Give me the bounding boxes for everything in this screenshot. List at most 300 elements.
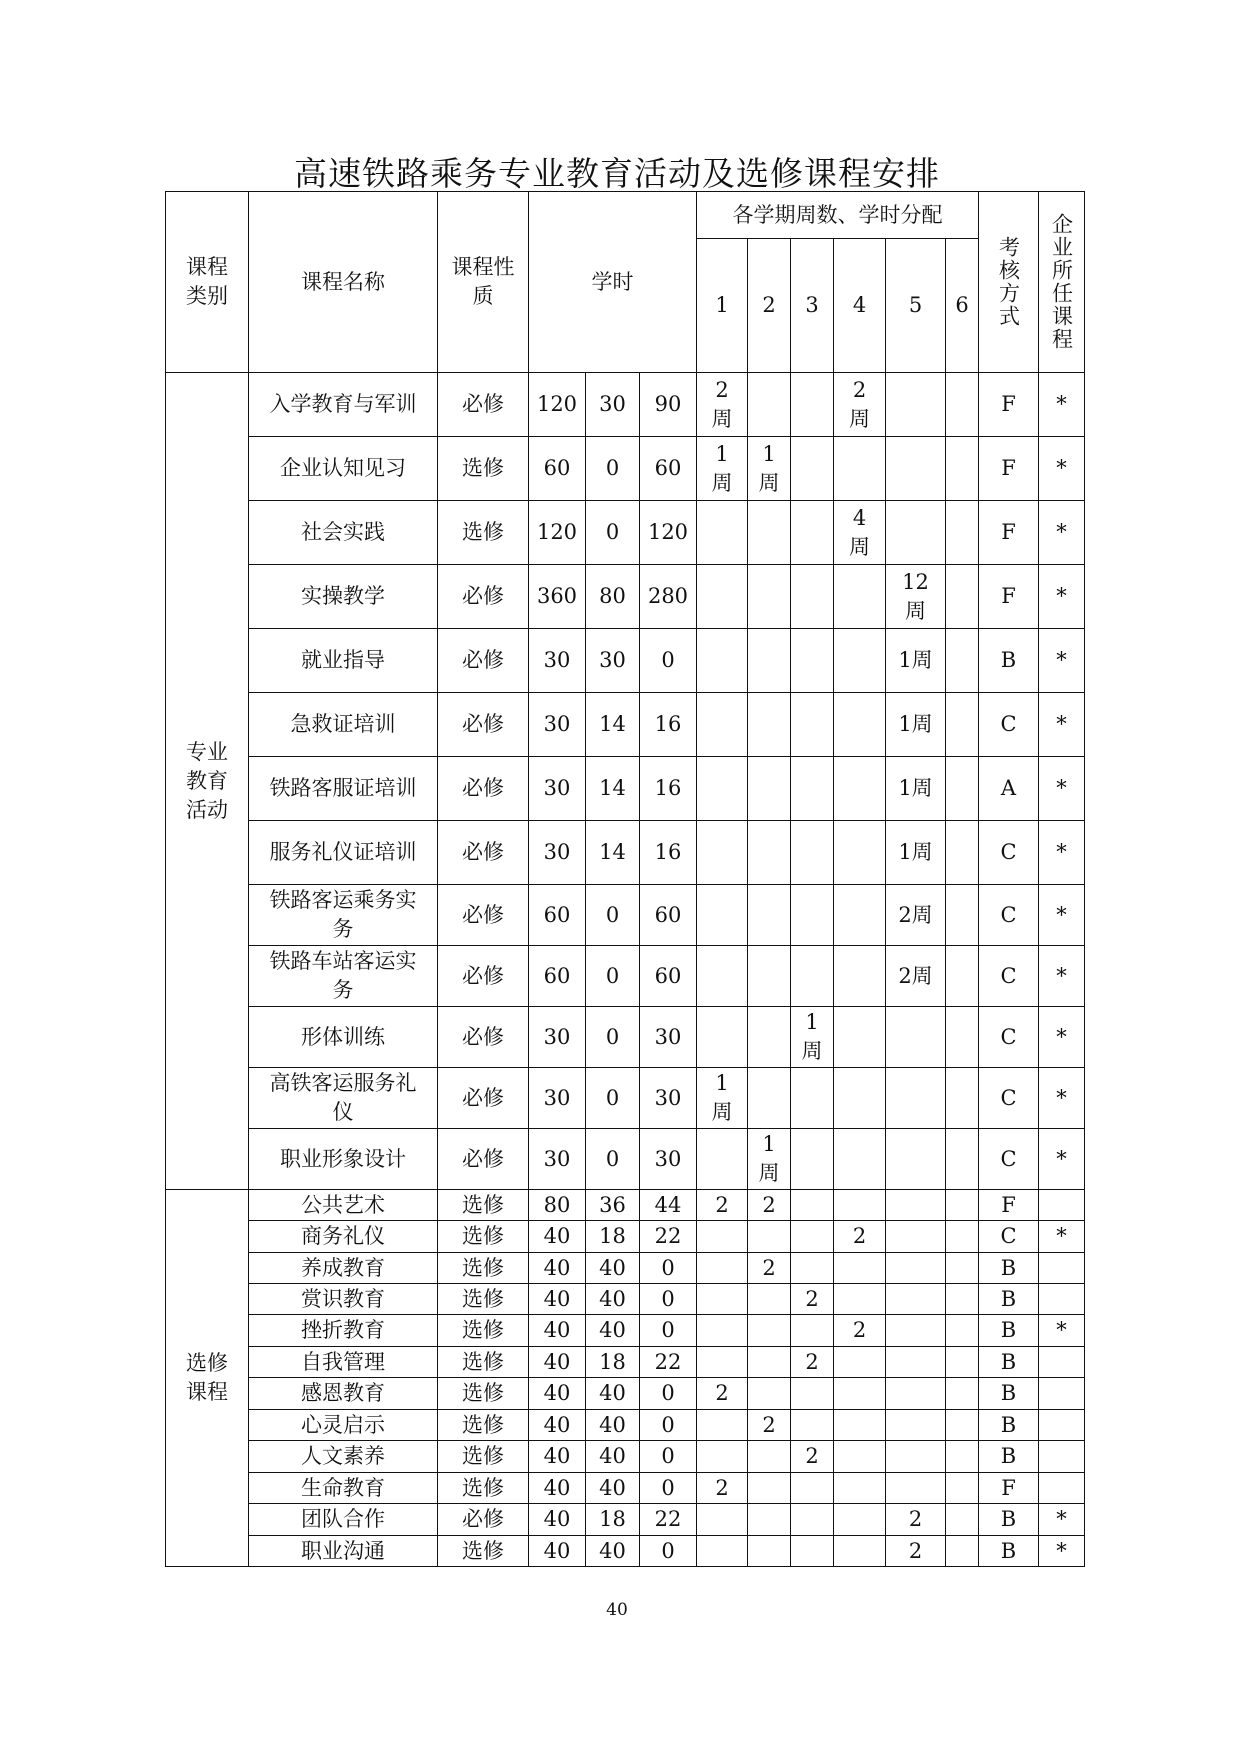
term-cell [791,693,834,757]
course-nature-cell: 必修 [438,757,529,821]
exam-method-cell: F [979,501,1039,565]
hours-cell: 40 [529,1284,586,1315]
header-row-1 [166,192,1085,239]
table-row [166,1221,1085,1253]
course-name-cell: 实操教学 [249,565,438,629]
hours-cell: 60 [529,885,586,946]
course-name-cell: 入学教育与军训 [249,373,438,437]
enterprise-mark-cell: * [1039,501,1085,565]
hours-cell: 60 [640,437,697,501]
table-row [166,946,1085,1007]
course-nature-cell: 必修 [438,885,529,946]
term-cell [697,757,748,821]
enterprise-mark-cell: * [1039,1221,1085,1253]
table-row [166,565,1085,629]
term-cell [834,1504,886,1536]
term-cell [697,946,748,1007]
hours-cell: 40 [529,1347,586,1378]
term-cell [748,757,791,821]
term-cell [946,1315,979,1347]
course-name-cell: 职业形象设计 [249,1129,438,1190]
term-cell [886,1378,946,1410]
term-cell [886,437,946,501]
course-name-cell: 生命教育 [249,1473,438,1504]
course-nature-cell: 必修 [438,1504,529,1536]
term-cell [886,1441,946,1473]
hours-cell: 18 [586,1347,640,1378]
term-cell: 1周 [886,821,946,885]
course-nature-cell: 必修 [438,629,529,693]
hours-cell: 40 [529,1410,586,1441]
term-cell [886,1129,946,1190]
term-cell [791,1315,834,1347]
course-name-cell: 铁路客运乘务实 务 [249,885,438,946]
enterprise-mark-cell [1039,1347,1085,1378]
table-row [166,1378,1085,1410]
enterprise-mark-cell: * [1039,1315,1085,1347]
term-cell: 12 周 [886,565,946,629]
enterprise-mark-cell: * [1039,1068,1085,1129]
term-cell [791,946,834,1007]
term-cell: 2 [697,1378,748,1410]
enterprise-mark-cell: * [1039,821,1085,885]
term-cell [946,1221,979,1253]
hours-cell: 80 [586,565,640,629]
table-row [166,885,1085,946]
term-cell: 2 [886,1536,946,1567]
enterprise-mark-cell: * [1039,1504,1085,1536]
term-cell [748,565,791,629]
hours-cell: 40 [529,1536,586,1567]
enterprise-mark-cell: * [1039,757,1085,821]
hours-cell: 40 [586,1473,640,1504]
term-cell [834,885,886,946]
enterprise-mark-cell: * [1039,565,1085,629]
exam-method-cell: B [979,1253,1039,1284]
term-cell [834,1410,886,1441]
course-name-cell: 铁路车站客运实 务 [249,946,438,1007]
term-cell [834,437,886,501]
hours-cell: 40 [586,1441,640,1473]
term-cell [946,1284,979,1315]
term-cell [886,1190,946,1221]
exam-method-cell: B [979,1536,1039,1567]
hours-cell: 22 [640,1221,697,1253]
exam-method-cell: B [979,1284,1039,1315]
term-cell [791,1536,834,1567]
term-cell [946,693,979,757]
exam-method-cell: A [979,757,1039,821]
hours-cell: 0 [586,885,640,946]
term-cell [946,1129,979,1190]
course-name-cell: 人文素养 [249,1441,438,1473]
term-cell: 4 周 [834,501,886,565]
course-name-cell: 铁路客服证培训 [249,757,438,821]
course-name-cell: 急救证培训 [249,693,438,757]
exam-method-cell: F [979,373,1039,437]
hours-cell: 40 [529,1473,586,1504]
term-cell [748,1441,791,1473]
course-nature-cell: 选修 [438,1315,529,1347]
term-cell [748,501,791,565]
enterprise-mark-cell: * [1039,437,1085,501]
header-term: 3 [791,239,834,373]
hours-cell: 0 [640,1284,697,1315]
term-cell [748,946,791,1007]
hours-cell: 40 [586,1315,640,1347]
hours-cell: 0 [586,501,640,565]
header-course-name: 课程名称 [249,192,438,373]
enterprise-mark-cell [1039,1284,1085,1315]
hours-cell: 40 [529,1504,586,1536]
term-cell [791,565,834,629]
term-cell [697,1536,748,1567]
term-cell [697,821,748,885]
exam-method-cell: B [979,1347,1039,1378]
course-name-cell: 自我管理 [249,1347,438,1378]
hours-cell: 80 [529,1190,586,1221]
course-nature-cell: 必修 [438,693,529,757]
exam-method-cell: C [979,693,1039,757]
hours-cell: 30 [529,821,586,885]
course-name-cell: 高铁客运服务礼 仪 [249,1068,438,1129]
term-cell: 2 [886,1504,946,1536]
hours-cell: 14 [586,757,640,821]
enterprise-mark-cell [1039,1410,1085,1441]
header-term: 4 [834,239,886,373]
hours-cell: 120 [529,373,586,437]
term-cell [886,1007,946,1068]
term-cell: 1 周 [697,1068,748,1129]
page-number: 40 [606,1600,628,1620]
table-row [166,757,1085,821]
table-row [166,1410,1085,1441]
course-nature-cell: 必修 [438,1129,529,1190]
hours-cell: 40 [529,1441,586,1473]
hours-cell: 30 [529,693,586,757]
hours-cell: 0 [640,1410,697,1441]
term-cell [791,501,834,565]
term-cell [886,1315,946,1347]
exam-method-cell: C [979,1221,1039,1253]
hours-cell: 30 [586,629,640,693]
header-course-nature: 课程性 质 [438,192,529,373]
exam-method-cell: F [979,1473,1039,1504]
course-nature-cell: 必修 [438,373,529,437]
course-nature-cell: 选修 [438,1536,529,1567]
exam-method-cell: C [979,1007,1039,1068]
term-cell [791,1129,834,1190]
course-nature-cell: 选修 [438,1441,529,1473]
header-category: 课程 类别 [166,192,249,373]
table-row [166,501,1085,565]
term-cell [886,373,946,437]
exam-method-cell: C [979,821,1039,885]
term-cell: 1 周 [697,437,748,501]
term-cell: 1 周 [748,1129,791,1190]
term-cell [946,501,979,565]
hours-cell: 30 [529,1068,586,1129]
term-cell [697,1315,748,1347]
term-cell [748,629,791,693]
hours-cell: 0 [586,1068,640,1129]
table-row [166,1129,1085,1190]
term-cell [697,1253,748,1284]
course-name-cell: 企业认知见习 [249,437,438,501]
course-name-cell: 团队合作 [249,1504,438,1536]
hours-cell: 60 [640,885,697,946]
term-cell [886,1284,946,1315]
course-name-cell: 感恩教育 [249,1378,438,1410]
hours-cell: 14 [586,693,640,757]
exam-method-cell: C [979,946,1039,1007]
page-title: 高速铁路乘务专业教育活动及选修课程安排 [294,154,940,193]
enterprise-mark-cell: * [1039,1007,1085,1068]
term-cell [791,373,834,437]
term-cell [834,946,886,1007]
hours-cell: 40 [586,1284,640,1315]
hours-cell: 40 [529,1378,586,1410]
enterprise-mark-cell [1039,1441,1085,1473]
hours-cell: 18 [586,1504,640,1536]
course-nature-cell: 选修 [438,1284,529,1315]
term-cell [946,821,979,885]
term-cell: 2 [697,1190,748,1221]
course-name-cell: 心灵启示 [249,1410,438,1441]
course-nature-cell: 必修 [438,1007,529,1068]
hours-cell: 360 [529,565,586,629]
header-enterprise-course: 企业所任课程 [1039,192,1085,373]
table-row [166,1536,1085,1567]
hours-cell: 0 [640,1536,697,1567]
hours-cell: 0 [640,629,697,693]
term-cell [834,1253,886,1284]
term-cell: 2 [748,1253,791,1284]
hours-cell: 30 [529,629,586,693]
hours-cell: 60 [529,437,586,501]
hours-cell: 40 [586,1253,640,1284]
hours-cell: 0 [640,1378,697,1410]
term-cell [791,821,834,885]
term-cell [946,629,979,693]
hours-cell: 40 [586,1378,640,1410]
term-cell [946,565,979,629]
term-cell [697,693,748,757]
term-cell [886,1347,946,1378]
enterprise-mark-cell: * [1039,885,1085,946]
course-name-cell: 服务礼仪证培训 [249,821,438,885]
hours-cell: 16 [640,757,697,821]
hours-cell: 44 [640,1190,697,1221]
table-row [166,1068,1085,1129]
enterprise-mark-cell: * [1039,373,1085,437]
table-row [166,1347,1085,1378]
hours-cell: 90 [640,373,697,437]
hours-cell: 60 [640,946,697,1007]
enterprise-mark-cell: * [1039,693,1085,757]
exam-method-cell: B [979,1410,1039,1441]
term-cell: 2 [748,1410,791,1441]
term-cell [946,1190,979,1221]
hours-cell: 30 [586,373,640,437]
term-cell [886,1473,946,1504]
term-cell [791,1504,834,1536]
term-cell [946,1378,979,1410]
exam-method-cell: C [979,1068,1039,1129]
term-cell [748,1536,791,1567]
term-cell [791,1221,834,1253]
term-cell [834,1536,886,1567]
term-cell [834,1284,886,1315]
hours-cell: 16 [640,693,697,757]
term-cell [834,1441,886,1473]
term-cell [834,821,886,885]
header-term-distribution: 各学期周数、学时分配 [697,192,979,239]
term-cell: 2 [697,1473,748,1504]
term-cell [748,1315,791,1347]
term-cell: 2 [791,1284,834,1315]
hours-cell: 0 [586,437,640,501]
hours-cell: 36 [586,1190,640,1221]
header-hours: 学时 [529,192,697,373]
enterprise-mark-cell: * [1039,629,1085,693]
hours-cell: 22 [640,1504,697,1536]
table-row [166,821,1085,885]
term-cell [791,1253,834,1284]
term-cell [748,821,791,885]
table-row [166,629,1085,693]
term-cell [946,1068,979,1129]
term-cell [946,946,979,1007]
exam-method-cell: B [979,1441,1039,1473]
term-cell: 1 周 [748,437,791,501]
term-cell [946,1504,979,1536]
term-cell [791,437,834,501]
hours-cell: 14 [586,821,640,885]
course-nature-cell: 选修 [438,1190,529,1221]
hours-cell: 22 [640,1347,697,1378]
term-cell [886,1068,946,1129]
course-nature-cell: 选修 [438,1473,529,1504]
term-cell [834,1190,886,1221]
term-cell [748,693,791,757]
table-row [166,1284,1085,1315]
hours-cell: 16 [640,821,697,885]
term-cell [834,1129,886,1190]
term-cell: 2 周 [834,373,886,437]
course-name-cell: 商务礼仪 [249,1221,438,1253]
term-cell: 2周 [886,885,946,946]
category-cell: 选修 课程 [166,1190,249,1567]
course-schedule-table [165,191,1085,1567]
term-cell [834,693,886,757]
term-cell: 2 [834,1221,886,1253]
term-cell [791,1190,834,1221]
term-cell [791,885,834,946]
exam-method-cell: F [979,1190,1039,1221]
term-cell [748,1068,791,1129]
term-cell [791,1410,834,1441]
table-row [166,1315,1085,1347]
enterprise-mark-cell: * [1039,1129,1085,1190]
course-name-cell: 公共艺术 [249,1190,438,1221]
table-row [166,1253,1085,1284]
hours-cell: 30 [640,1068,697,1129]
term-cell [791,1473,834,1504]
table-row [166,437,1085,501]
course-name-cell: 挫折教育 [249,1315,438,1347]
table-row [166,1504,1085,1536]
enterprise-mark-cell: * [1039,1536,1085,1567]
term-cell [946,437,979,501]
hours-cell: 40 [529,1253,586,1284]
exam-method-cell: C [979,1129,1039,1190]
term-cell: 1周 [886,693,946,757]
hours-cell: 40 [586,1536,640,1567]
term-cell [946,1007,979,1068]
term-cell [886,1221,946,1253]
hours-cell: 0 [640,1473,697,1504]
term-cell [946,1473,979,1504]
course-nature-cell: 选修 [438,1253,529,1284]
course-nature-cell: 必修 [438,946,529,1007]
header-term: 1 [697,239,748,373]
course-name-cell: 赏识教育 [249,1284,438,1315]
category-cell: 专业 教育 活动 [166,373,249,1190]
term-cell [748,1284,791,1315]
term-cell [697,501,748,565]
exam-method-cell: B [979,1315,1039,1347]
term-cell [834,1347,886,1378]
exam-method-cell: B [979,629,1039,693]
term-cell [697,1504,748,1536]
term-cell: 1周 [886,629,946,693]
table-row [166,693,1085,757]
header-term: 6 [946,239,979,373]
term-cell [748,1473,791,1504]
hours-cell: 30 [529,1129,586,1190]
term-cell [748,885,791,946]
hours-cell: 30 [640,1129,697,1190]
term-cell [791,629,834,693]
hours-cell: 60 [529,946,586,1007]
course-name-cell: 职业沟通 [249,1536,438,1567]
term-cell [697,1221,748,1253]
term-cell [946,1441,979,1473]
term-cell [791,1378,834,1410]
term-cell [697,1284,748,1315]
exam-method-cell: B [979,1504,1039,1536]
exam-method-cell: F [979,437,1039,501]
term-cell [791,757,834,821]
hours-cell: 0 [586,1007,640,1068]
term-cell [946,757,979,821]
term-cell [697,1347,748,1378]
hours-cell: 18 [586,1221,640,1253]
exam-method-cell: B [979,1378,1039,1410]
hours-cell: 30 [640,1007,697,1068]
term-cell [834,1473,886,1504]
term-cell [886,1410,946,1441]
term-cell [697,1129,748,1190]
course-nature-cell: 选修 [438,437,529,501]
term-cell [697,1007,748,1068]
term-cell [886,501,946,565]
hours-cell: 0 [640,1441,697,1473]
term-cell [834,1007,886,1068]
table-row [166,373,1085,437]
course-name-cell: 养成教育 [249,1253,438,1284]
